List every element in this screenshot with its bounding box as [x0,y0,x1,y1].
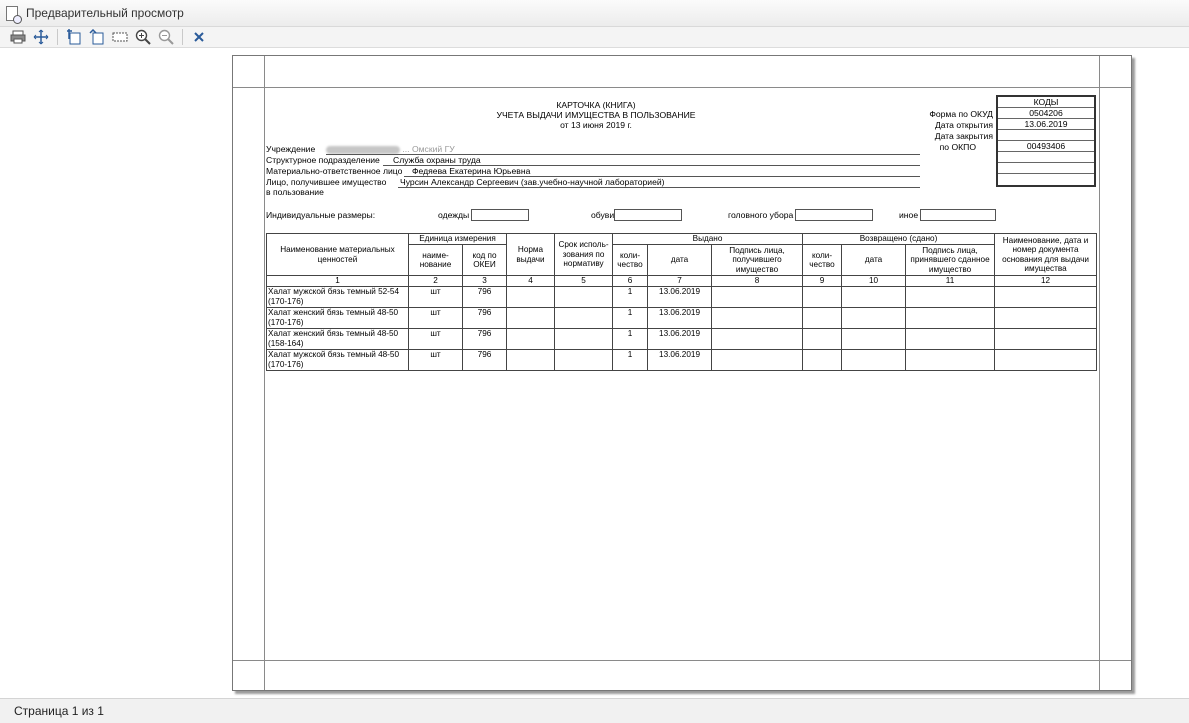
item-term [555,308,613,329]
header-term: Срок исполь-зования по нормативу [555,234,613,276]
item-cell [803,350,842,371]
header-returned: Возвращено (сдано) [803,234,995,245]
item-cell [712,308,803,329]
form-subtitle: УЧЕТА ВЫДАЧИ ИМУЩЕСТВА В ПОЛЬЗОВАНИЕ [496,110,696,120]
margin-line [1099,56,1100,690]
item-name: Халат женский бязь темный 48-50 (170-176) [267,308,409,329]
fit-width-icon[interactable] [64,28,84,46]
item-date: 13.06.2019 [648,287,712,308]
item-cell [906,329,995,350]
column-number: 6 [613,276,648,287]
header-issued-date: дата [648,245,712,276]
item-name: Халат женский бязь темный 48-50 (158-164) [267,329,409,350]
item-cell [842,350,906,371]
item-code: 796 [463,308,507,329]
column-number: 8 [712,276,803,287]
toolbar-separator [57,29,58,45]
shoes-size-field [614,209,682,221]
institution-value: ... Омский ГУ [326,144,455,154]
codes-box [996,95,1096,187]
column-number: 11 [906,276,995,287]
item-cell [842,329,906,350]
open-label: Дата открытия [934,120,993,130]
open-date: 13.06.2019 [998,119,1094,130]
item-norm [507,350,555,371]
toolbar-separator [182,29,183,45]
close-date [998,130,1094,141]
form-date: от 13 июня 2019 г. [560,120,632,130]
codes-header: КОДЫ [998,97,1094,108]
column-number: 1 [267,276,409,287]
item-cell [995,308,1097,329]
item-norm [507,287,555,308]
header-issued-sign: Подпись лица, получившего имущество [712,245,803,276]
header-doc: Наименование, дата и номер документа основания для выдачи имущества [995,234,1097,276]
column-number: 5 [555,276,613,287]
header-ret-qty: коли-чество [803,245,842,276]
hat-label: головного убора [728,210,794,220]
item-qty: 1 [613,287,648,308]
item-unit: шт [409,308,463,329]
header-name: Наименование материальных ценностей [267,234,409,276]
property-card-form [266,91,1098,391]
sizes-label: Индивидуальные размеры: [266,210,376,220]
item-code: 796 [463,350,507,371]
item-cell [842,287,906,308]
recipient-label-2: в пользование [266,187,324,197]
header-unit-code: код по ОКЕИ [463,245,507,276]
item-cell [906,308,995,329]
item-date: 13.06.2019 [648,308,712,329]
other-size-field [920,209,996,221]
header-issued: Выдано [613,234,803,245]
item-date: 13.06.2019 [648,329,712,350]
margin-line [233,660,1131,661]
issue-table [266,233,1097,371]
close-icon[interactable] [189,28,209,46]
column-number: 10 [842,276,906,287]
item-cell [803,308,842,329]
item-date: 13.06.2019 [648,350,712,371]
move-icon[interactable] [31,28,51,46]
column-numbers-row [267,276,1097,287]
table-row [267,287,1097,308]
responsible-label: Материально-ответственное лицо [266,166,403,176]
header-norm: Норма выдачи [507,234,555,276]
codes-row [998,174,1094,185]
window-titlebar [0,0,1189,27]
item-term [555,350,613,371]
column-number: 2 [409,276,463,287]
item-name: Халат мужской бязь темный 48-50 (170-176) [267,350,409,371]
item-cell [995,329,1097,350]
column-number: 9 [803,276,842,287]
item-qty: 1 [613,329,648,350]
responsible-value: Федяева Екатерина Юрьевна [412,166,531,176]
form-title: КАРТОЧКА (КНИГА) [556,100,636,110]
item-norm [507,308,555,329]
item-cell [712,350,803,371]
clothes-label: одежды [438,210,470,220]
item-unit: шт [409,350,463,371]
item-cell [712,329,803,350]
okud-code: 0504206 [998,108,1094,119]
item-cell [995,350,1097,371]
item-cell [995,287,1097,308]
item-qty: 1 [613,308,648,329]
okud-label: Форма по ОКУД [929,109,993,119]
column-number: 12 [995,276,1097,287]
item-name: Халат мужской бязь темный 52-54 (170-176) [267,287,409,308]
item-code: 796 [463,287,507,308]
status-bar [0,698,1189,723]
close-label: Дата закрытия [934,131,993,141]
recipient-value: Чурсин Александр Сергеевич (зав.учебно-научной лабораторией) [400,177,665,187]
column-number: 4 [507,276,555,287]
underline [398,187,920,188]
item-unit: шт [409,287,463,308]
table-row [267,329,1097,350]
preview-area[interactable] [6,48,1189,698]
table-row [267,350,1097,371]
codes-row [998,152,1094,163]
header-unit-name: наиме-нование [409,245,463,276]
column-number: 3 [463,276,507,287]
department-label: Структурное подразделение [266,155,380,165]
zoom-out-icon[interactable] [156,28,176,46]
table-row [267,308,1097,329]
header-ret-date: дата [842,245,906,276]
item-cell [906,350,995,371]
column-number: 7 [648,276,712,287]
item-cell [906,287,995,308]
okpo-code: 00493406 [998,141,1094,152]
item-norm [507,329,555,350]
item-unit: шт [409,329,463,350]
department-value: Служба охраны труда [393,155,481,165]
item-cell [803,287,842,308]
redacted-text [326,146,400,154]
preview-document-icon [6,6,18,21]
item-term [555,287,613,308]
codes-row [998,163,1094,174]
zoom-in-icon[interactable] [133,28,153,46]
header-ret-sign: Подпись лица, принявшего сданное имущество [906,245,995,276]
header-unit: Единица измерения [409,234,507,245]
clothes-size-field [471,209,529,221]
shoes-label: обуви [591,210,615,220]
toolbar [0,27,1189,48]
item-term [555,329,613,350]
margin-line [233,87,1131,88]
institution-label: Учреждение [266,144,316,154]
hat-size-field [795,209,873,221]
okpo-label: по ОКПО [939,142,976,152]
page-counter: Страница 1 из 1 [14,704,104,718]
margin-line [264,56,265,690]
header-issued-qty: коли-чество [613,245,648,276]
fit-page-icon[interactable] [87,28,107,46]
window-title: Предварительный просмотр [26,6,184,20]
recipient-label: Лицо, получившее имущество [266,177,387,187]
item-qty: 1 [613,350,648,371]
item-code: 796 [463,329,507,350]
item-cell [803,329,842,350]
print-icon[interactable] [8,28,28,46]
item-cell [712,287,803,308]
other-label: иное [899,210,919,220]
document-page [232,55,1132,691]
page-setup-icon[interactable] [110,28,130,46]
item-cell [842,308,906,329]
